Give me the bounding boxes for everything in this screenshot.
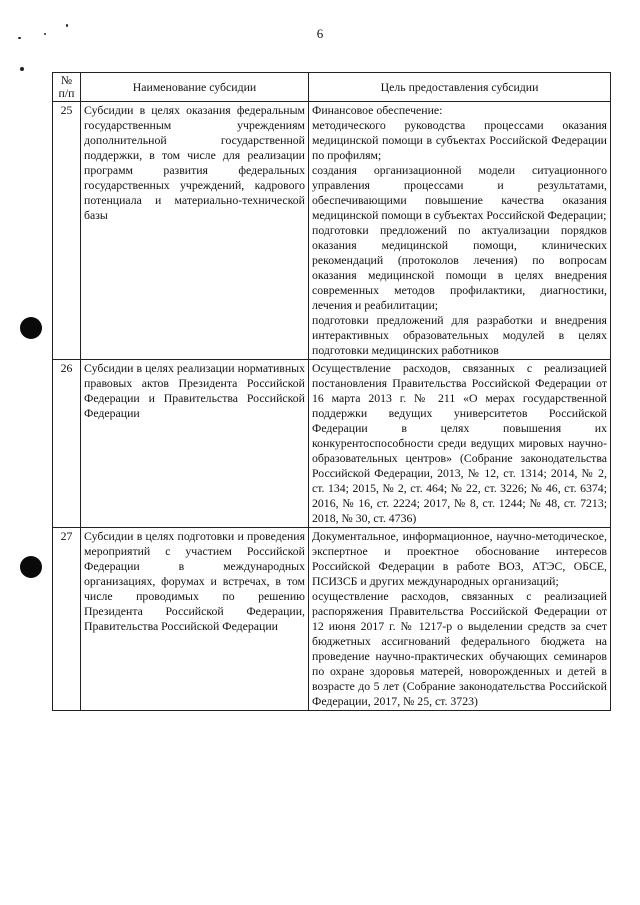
column-header-goal: Цель предоставления субсидии [309,73,611,102]
subsidy-name: Субсидии в целях оказания федеральным государственным учреждениям дополнительной государственной поддержки, в том числе для реализации программ развития федеральных государственных учреждений, кадрового потенциала и материально-технической базы [81,102,309,360]
row-number: 26 [53,360,81,528]
goal-paragraph: Осуществление расходов, связанных с реализацией постановления Правительства Российской Федерации от 16 марта 2013 г. № 211 «О мерах государственной поддержки ведущих университетов Российской Федерации в целях повышения их конкурентоспособности среди ведущих мировых научно-образовательных центров» (Собрание законодательства Российской Федерации, 2013, № 12, ст. 1314; 2014, № 2, ст. 134; 2015, № 2, ст. 464; № 22, ст. 3226; № 46, ст. 6374; 2016, № 16, ст. 2224; 2017, № 8, ст. 1244; № 48, ст. 7213; 2018, № 30, ст. 4736) [312,361,607,525]
binder-hole [20,317,42,339]
page-number: 6 [316,26,324,41]
table-header-row [53,73,611,102]
column-header-name: Наименование субсидии [81,73,309,102]
scan-speck [20,67,24,71]
goal-paragraph: методического руководства процессами оказания медицинской помощи в субъектах Российской Федерации по профилям; [312,118,607,162]
table-row [53,528,611,711]
subsidy-name: Субсидии в целях реализации нормативных правовых актов Президента Российской Федерации и Правительства Российской Федерации [81,360,309,528]
scan-speck [18,37,21,39]
scan-speck [44,33,46,35]
goal-paragraph: Документальное, информационное, научно-методическое, экспертное и проектное обоснование интересов Российской Федерации в работе ВОЗ, АТЭС, ОБСЕ, ПСИЗСБ и других международных организаций; [312,529,607,588]
row-number: 27 [53,528,81,711]
subsidy-goal [309,360,611,528]
scan-speck [66,24,68,27]
goal-paragraph: подготовки предложений для разработки и внедрения интерактивных образовательных модулей в целях подготовки медицинских работников [312,313,607,357]
subsidy-name: Субсидии в целях подготовки и проведения мероприятий с участием Российской Федерации в международных организациях, форумах и встречах, в том числе проводимых по решению Президента Российской Федерации, Правительства Российской Федерации [81,528,309,711]
subsidy-goal [309,528,611,711]
row-number: 25 [53,102,81,360]
goal-paragraph: создания организационной модели ситуационного управления процессами и результатами, обеспечивающими повышение качества оказания медицинской помощи в субъектах Российской Федерации; [312,163,607,222]
goal-paragraph: осуществление расходов, связанных с реализацией распоряжения Правительства Российской Федерации от 12 июня 2017 г. № 1217-р о выделении средств за счет бюджетных ассигнований федерального бюджета на проведение научно-практических обучающих семинаров по охране здоровья матерей, новорожденных и детей в возрасте до 5 лет (Собрание законодательства Российской Федерации, 2017, № 25, ст. 3723) [312,589,607,708]
goal-paragraph: Финансовое обеспечение: [312,103,443,117]
subsidies-table [52,72,611,711]
column-header-num: № п/п [53,73,81,102]
goal-paragraph: подготовки предложений по актуализации порядков оказания медицинской помощи, клинических рекомендаций (протоколов лечения) по вопросам оказания медицинской помощи в целях внедрения современных методов профилактики, диагностики, лечения и реабилитации; [312,223,607,312]
table-row [53,360,611,528]
binder-hole [20,556,42,578]
subsidy-goal [309,102,611,360]
table-row [53,102,611,360]
